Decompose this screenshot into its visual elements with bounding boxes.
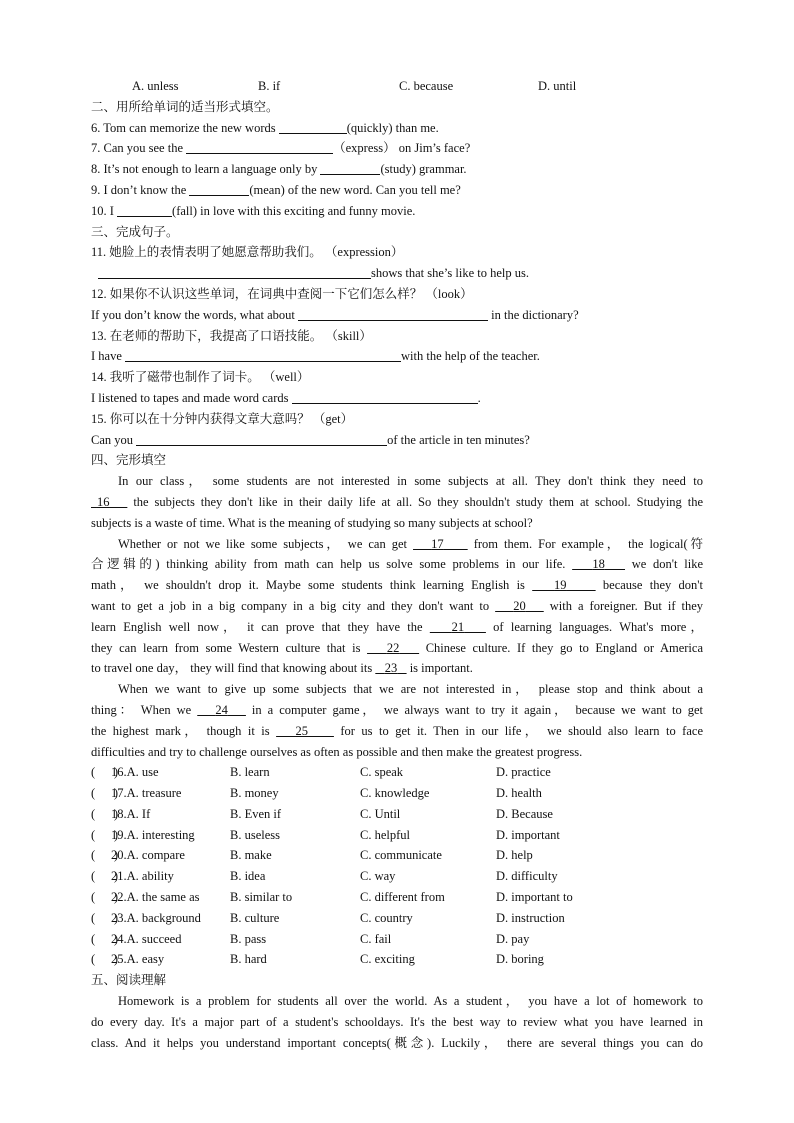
- option-b: B. Even if: [230, 806, 282, 821]
- reading-text-line: Homework is a problem for students all over the world. As a student， you have a lot of homework to: [118, 994, 703, 1009]
- answer-paren[interactable]: ( ): [91, 848, 119, 863]
- cloze-blank-18: 18: [592, 557, 605, 572]
- answer-paren[interactable]: ( ): [91, 869, 119, 884]
- option-c: C. communicate: [360, 848, 442, 863]
- question-14-prompt: 14. 我听了磁带也制作了词卡。 （well）: [91, 370, 310, 385]
- option-a: 20.A. compare: [111, 848, 185, 863]
- answer-paren[interactable]: ( ): [91, 931, 119, 946]
- cloze-option-row: [91, 887, 703, 908]
- cloze-option-row: [91, 949, 703, 970]
- answer-paren[interactable]: ( ): [91, 786, 119, 801]
- option-d: D. until: [538, 79, 577, 93]
- cloze-text-line: math， we shouldn't drop it. Maybe some students think learning English is 19 because they don't: [91, 578, 703, 593]
- cloze-text-line: In our class， some students are not interested in some subjects at all. They don't think they need to: [118, 474, 703, 489]
- cloze-blank-23: 23: [384, 661, 398, 676]
- question-13-prompt: 13. 在老师的帮助下，我提高了口语技能。 （skill）: [91, 328, 372, 343]
- option-d: D. boring: [496, 952, 544, 967]
- option-d: D. health: [496, 786, 542, 801]
- option-c: C. fail: [360, 931, 392, 946]
- answer-blank[interactable]: [117, 202, 172, 217]
- option-b: B. hard: [230, 952, 267, 967]
- answer-paren[interactable]: ( ): [91, 806, 119, 821]
- worksheet-page: [91, 76, 703, 1053]
- option-c: C. because: [399, 79, 454, 93]
- answer-blank[interactable]: [98, 264, 371, 279]
- option-a: 21.A. ability: [111, 869, 174, 884]
- option-b: B. pass: [230, 931, 267, 946]
- option-b: B. useless: [230, 827, 280, 842]
- option-b: B. culture: [230, 910, 280, 925]
- reading-text-line: class. And it helps you understand important concepts(概念). Luckily， there are several things you can do: [91, 1035, 703, 1050]
- cloze-blank-21: 21: [451, 619, 465, 634]
- question-11-prompt: 11. 她脸上的表情表明了她愿意帮助我们。 （expression）: [91, 245, 404, 260]
- option-c: C. speak: [360, 765, 404, 780]
- option-b: B. idea: [230, 869, 266, 884]
- question-8: 8. It’s not enough to learn a language only by (study) grammar.: [91, 162, 467, 177]
- cloze-option-row: [91, 845, 703, 866]
- question-9: 9. I don’t know the (mean) of the new word. Can you tell me?: [91, 182, 461, 197]
- cloze-text-line: they can learn from some Western culture that is 22 Chinese culture. If they go to England or America: [91, 640, 703, 655]
- question-13-answer: I have with the help of the teacher.: [91, 349, 540, 364]
- answer-paren[interactable]: ( ): [91, 952, 119, 967]
- question-10: 10. I (fall) in love with this exciting and funny movie.: [91, 203, 416, 218]
- question-14-answer: I listened to tapes and made word cards .: [91, 390, 481, 405]
- answer-blank[interactable]: [136, 431, 387, 446]
- question-15-prompt: 15. 你可以在十分钟内获得文章大意吗？ （get）: [91, 411, 354, 426]
- option-b: B. money: [230, 786, 279, 801]
- cloze-text-line: thing： When we 24 in a computer game， we always want to try it again， because we want to get: [91, 702, 704, 717]
- reading-text-line: do every day. It's a major part of a student's schooldays. It's the best way to review what you have learned in: [91, 1014, 703, 1029]
- option-d: D. pay: [496, 931, 530, 946]
- option-b: B. similar to: [230, 890, 293, 905]
- section-3-title: 三、完成句子。: [91, 224, 179, 239]
- section-4-title: 四、完形填空: [91, 453, 167, 468]
- option-c: C. knowledge: [360, 786, 430, 801]
- cloze-option-row: [91, 825, 703, 846]
- question-15-answer: Can you of the article in ten minutes?: [91, 432, 530, 447]
- option-b: B. learn: [230, 765, 270, 780]
- question-7: 7. Can you see the （express） on Jim’s face?: [91, 141, 471, 156]
- cloze-option-row: [91, 908, 703, 929]
- cloze-text-line: 合逻辑的) thinking ability from math can help us solve some problems in our life. 18 we don't like: [91, 557, 703, 572]
- option-b: B. make: [230, 848, 272, 863]
- cloze-text-line: 16 the subjects they don't like in their daily life at all. So they shouldn't study them at school. Studying the: [91, 492, 703, 513]
- answer-blank[interactable]: [189, 181, 249, 196]
- cloze-blank-22: 22: [386, 640, 400, 655]
- option-a: 25.A. easy: [111, 952, 165, 967]
- cloze-option-row: [91, 762, 703, 783]
- option-d: D. instruction: [496, 910, 565, 925]
- answer-paren[interactable]: ( ): [91, 765, 119, 780]
- cloze-options-list: [91, 762, 703, 970]
- option-c: C. country: [360, 910, 413, 925]
- option-d: D. important: [496, 827, 560, 842]
- option-d: D. Because: [496, 806, 553, 821]
- option-a: 16.A. use: [111, 765, 159, 780]
- option-c: C. helpful: [360, 827, 410, 842]
- option-a: A. unless: [132, 79, 179, 93]
- option-a: 23.A. background: [111, 910, 201, 925]
- option-d: D. help: [496, 848, 533, 863]
- option-c: C. different from: [360, 890, 445, 905]
- cloze-text-line: want to get a job in a big company in a big city and they don't want to 20 with a foreigner. But if they: [91, 598, 704, 613]
- answer-blank[interactable]: [320, 160, 380, 175]
- cloze-text-line: Whether or not we like some subjects， we can get 17 from them. For example， the logical(符: [118, 536, 704, 551]
- option-d: D. important to: [496, 890, 573, 905]
- option-b: B. if: [258, 79, 281, 93]
- cloze-text-line: learn English well now， it can prove that they have the 21 of learning languages. What's more，: [91, 619, 703, 634]
- question-11-answer: shows that she’s like to help us.: [91, 263, 703, 284]
- cloze-option-row: [91, 804, 703, 825]
- option-d: D. difficulty: [496, 869, 558, 884]
- cloze-text-line: the highest mark， though it is 25 for us to get it. Then in our life， we should also learn to face: [91, 723, 703, 738]
- option-a: 19.A. interesting: [111, 827, 195, 842]
- cloze-blank-19: 19: [554, 578, 567, 593]
- cloze-blank-16: 16: [96, 494, 110, 509]
- cloze-text-line: When we want to give up some subjects that we are not interested in， please stop and think about a: [118, 682, 703, 697]
- answer-blank[interactable]: [298, 306, 488, 321]
- section-5-title: 五、阅读理解: [91, 973, 167, 988]
- answer-paren[interactable]: ( ): [91, 827, 119, 842]
- answer-blank[interactable]: [292, 389, 478, 404]
- option-c: C. exciting: [360, 952, 415, 967]
- question-6: 6. Tom can memorize the new words (quickly) than me.: [91, 120, 439, 135]
- cloze-blank-25: 25: [295, 723, 309, 738]
- answer-blank[interactable]: [125, 347, 401, 362]
- cloze-option-row: [91, 783, 703, 804]
- option-c: C. Until: [360, 806, 401, 821]
- cloze-option-row: [91, 866, 703, 887]
- option-a: 17.A. treasure: [111, 786, 182, 801]
- answer-blank[interactable]: [186, 139, 333, 154]
- option-a: 24.A. succeed: [111, 931, 182, 946]
- answer-paren[interactable]: ( ): [91, 910, 119, 925]
- answer-paren[interactable]: ( ): [91, 890, 119, 905]
- cloze-blank-20: 20: [513, 598, 526, 613]
- answer-blank[interactable]: [279, 119, 347, 134]
- cloze-blank-17: 17: [431, 536, 444, 551]
- option-a: 18.A. If: [111, 806, 151, 821]
- option-c: C. way: [360, 869, 396, 884]
- question-12-answer: If you don’t know the words, what about in the dictionary?: [91, 307, 579, 322]
- cloze-text-line: difficulties and try to challenge ourselves as often as possible and then make the greatest progress.: [91, 744, 583, 759]
- question-12-prompt: 12. 如果你不认识这些单词，在词典中查阅一下它们怎么样？ （look）: [91, 286, 473, 301]
- cloze-text-line: subjects is a waste of time. What is the meaning of studying so many subjects at school?: [91, 515, 533, 530]
- cloze-option-row: [91, 929, 703, 950]
- section-2-title: 二、用所给单词的适当形式填空。: [91, 99, 279, 114]
- option-d: D. practice: [496, 765, 551, 780]
- q5-options: [91, 76, 703, 97]
- cloze-blank-24: 24: [215, 702, 228, 717]
- option-a: 22.A. the same as: [111, 890, 200, 905]
- cloze-text-line: to travel one day， they will find that knowing about its 23 is important.: [91, 661, 473, 676]
